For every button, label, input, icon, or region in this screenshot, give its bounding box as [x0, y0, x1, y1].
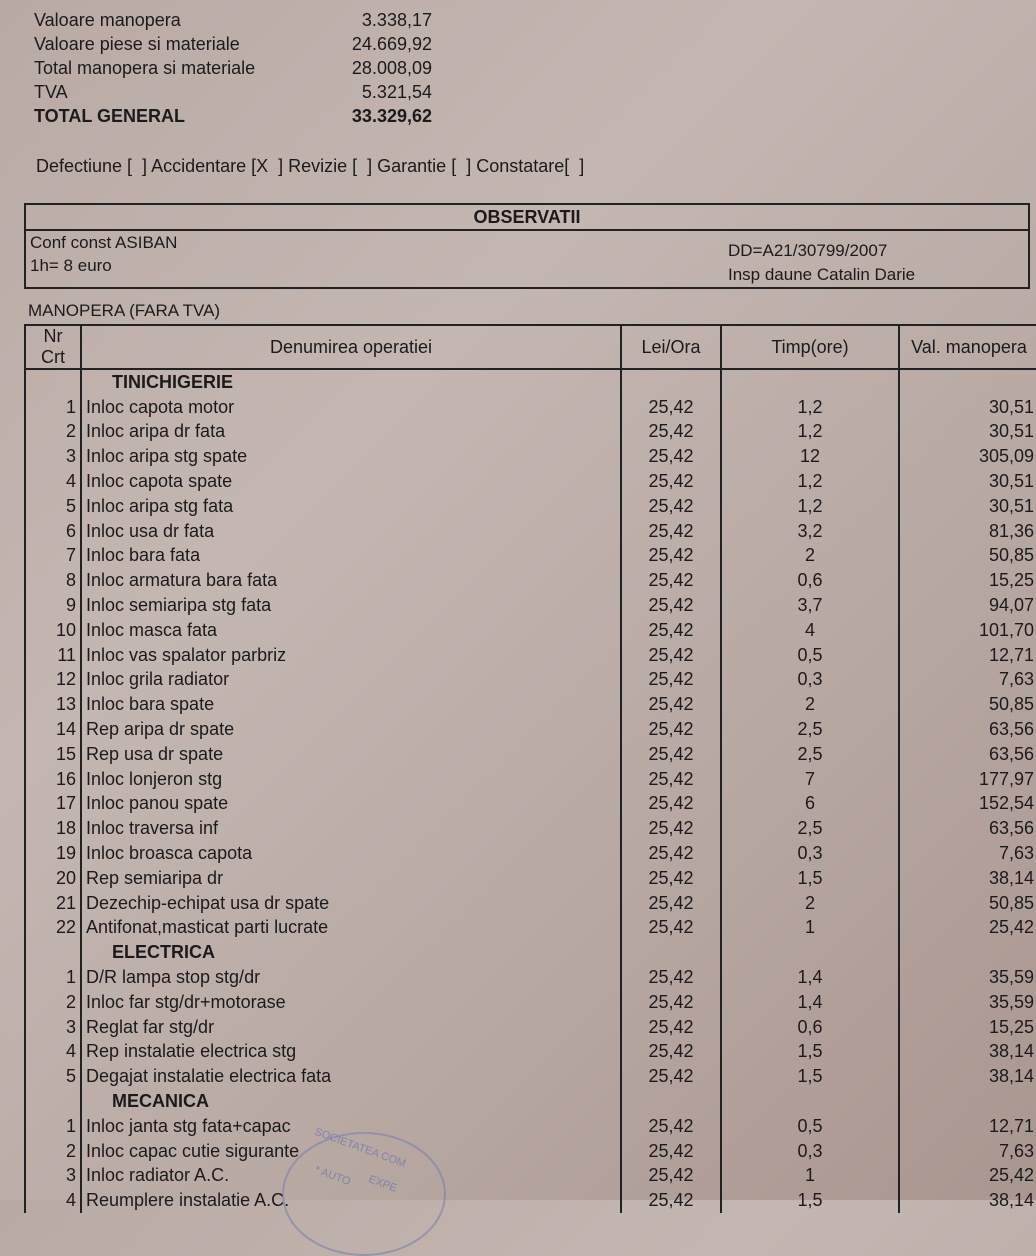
time-hours: 0,5: [721, 643, 899, 668]
operation-name: Inloc usa dr fata: [81, 519, 621, 544]
labor-value: 152,54: [899, 792, 1036, 817]
labor-value: 38,14: [899, 1064, 1036, 1089]
time-hours: 1,2: [721, 494, 899, 519]
time-hours: 1,5: [721, 866, 899, 891]
row-number: 16: [25, 767, 81, 792]
row-number: 8: [25, 568, 81, 593]
table-row: [25, 643, 1036, 668]
observatii-title: OBSERVATII: [26, 205, 1028, 231]
hourly-rate: 25,42: [621, 1064, 721, 1089]
table-row: [25, 965, 1036, 990]
operation-name: Inloc vas spalator parbriz: [81, 643, 621, 668]
time-hours: 4: [721, 618, 899, 643]
stamp-text-2: * AUTO: [313, 1164, 353, 1188]
totals-label: TOTAL GENERAL: [34, 105, 186, 126]
hourly-rate: 25,42: [621, 568, 721, 593]
hourly-rate: 25,42: [621, 643, 721, 668]
operation-name: Inloc grila radiator: [81, 668, 621, 693]
row-number: 14: [25, 717, 81, 742]
operations-table: [24, 324, 1036, 1213]
operation-name: Rep usa dr spate: [81, 742, 621, 767]
hourly-rate: 25,42: [621, 792, 721, 817]
section-row: [25, 940, 1036, 965]
operation-name: Inloc capota motor: [81, 395, 621, 420]
hourly-rate: 25,42: [621, 420, 721, 445]
labor-value: 12,71: [899, 643, 1036, 668]
observatii-left: [30, 231, 177, 277]
time-hours: 12: [721, 444, 899, 469]
time-hours: 2: [721, 692, 899, 717]
time-hours: 1,4: [721, 990, 899, 1015]
labor-value: 63,56: [899, 816, 1036, 841]
table-row: [25, 891, 1036, 916]
row-number: 21: [25, 891, 81, 916]
section-empty-cell: [621, 1089, 721, 1114]
section-empty-cell: [721, 369, 899, 395]
operation-name: Inloc aripa stg fata: [81, 494, 621, 519]
labor-value: 25,42: [899, 916, 1036, 941]
table-row: [25, 568, 1036, 593]
time-hours: 2,5: [721, 717, 899, 742]
operation-name: Inloc bara fata: [81, 544, 621, 569]
labor-value: 15,25: [899, 568, 1036, 593]
time-hours: 1,2: [721, 420, 899, 445]
hourly-rate: 25,42: [621, 494, 721, 519]
operation-name: Inloc capota spate: [81, 469, 621, 494]
section-empty-cell: [621, 369, 721, 395]
hourly-rate: 25,42: [621, 1164, 721, 1189]
observatii-right: [728, 239, 915, 287]
time-hours: 1,4: [721, 965, 899, 990]
hourly-rate: 25,42: [621, 395, 721, 420]
table-row: [25, 1114, 1036, 1139]
header-rate: Lei/Ora: [621, 325, 721, 369]
labor-value: 15,25: [899, 1015, 1036, 1040]
section-row: [25, 1089, 1036, 1114]
labor-value: 12,71: [899, 1114, 1036, 1139]
observatii-right-line1: DD=A21/30799/2007: [728, 241, 888, 260]
hourly-rate: 25,42: [621, 916, 721, 941]
section-title: ELECTRICA: [81, 940, 621, 965]
hourly-rate: 25,42: [621, 816, 721, 841]
time-hours: 1,5: [721, 1040, 899, 1065]
table-header-row: [25, 325, 1036, 369]
row-number: 2: [25, 1139, 81, 1164]
claim-type-checkboxes: Defectiune [ ] Accidentare [X ] Revizie [ ] Garantie [ ] Constatare[ ]: [36, 156, 585, 176]
row-number: 3: [25, 1015, 81, 1040]
labor-value: 30,51: [899, 395, 1036, 420]
labor-value: 38,14: [899, 1188, 1036, 1213]
totals-label: Valoare piese si materiale: [34, 33, 240, 54]
row-number: 10: [25, 618, 81, 643]
labor-value: 7,63: [899, 1139, 1036, 1164]
time-hours: 3,2: [721, 519, 899, 544]
hourly-rate: 25,42: [621, 1139, 721, 1164]
table-row: [25, 1040, 1036, 1065]
table-row: [25, 444, 1036, 469]
operation-name: Inloc far stg/dr+motorase: [81, 990, 621, 1015]
hourly-rate: 25,42: [621, 1188, 721, 1213]
labor-value: 50,85: [899, 891, 1036, 916]
labor-value: 25,42: [899, 1164, 1036, 1189]
company-stamp: [282, 1125, 446, 1256]
table-row: [25, 692, 1036, 717]
labor-value: 50,85: [899, 544, 1036, 569]
row-number: 1: [25, 1114, 81, 1139]
row-number: 19: [25, 841, 81, 866]
totals-value: 5.321,54: [361, 81, 432, 102]
table-row: [25, 816, 1036, 841]
table-row: [25, 767, 1036, 792]
totals-label: Total manopera si materiale: [34, 57, 256, 78]
observatii-right-line2: Insp daune Catalin Darie: [728, 265, 916, 284]
operation-name: Inloc semiaripa stg fata: [81, 593, 621, 618]
table-row: [25, 519, 1036, 544]
operation-name: Rep instalatie electrica stg: [81, 1040, 621, 1065]
labor-value: 63,56: [899, 717, 1036, 742]
time-hours: 0,5: [721, 1114, 899, 1139]
hourly-rate: 25,42: [621, 891, 721, 916]
totals-label: TVA: [34, 81, 68, 102]
section-empty-cell: [25, 369, 81, 395]
header-operation: Denumirea operatiei: [81, 325, 621, 369]
time-hours: 2: [721, 544, 899, 569]
labor-value: 38,14: [899, 866, 1036, 891]
operation-name: Dezechip-echipat usa dr spate: [81, 891, 621, 916]
totals-value: 33.329,62: [351, 105, 432, 126]
labor-value: 101,70: [899, 618, 1036, 643]
table-row: [25, 544, 1036, 569]
section-empty-cell: [621, 940, 721, 965]
hourly-rate: 25,42: [621, 841, 721, 866]
totals-row: [34, 56, 432, 80]
table-row: [25, 866, 1036, 891]
row-number: 13: [25, 692, 81, 717]
time-hours: 1,5: [721, 1064, 899, 1089]
totals-value: 28.008,09: [351, 57, 432, 78]
manopera-title: MANOPERA (FARA TVA): [28, 301, 221, 320]
section-row: [25, 369, 1036, 395]
labor-value: 94,07: [899, 593, 1036, 618]
time-hours: 0,6: [721, 1015, 899, 1040]
section-empty-cell: [899, 940, 1036, 965]
labor-value: 7,63: [899, 668, 1036, 693]
operation-name: Inloc panou spate: [81, 792, 621, 817]
operation-name: Inloc radiator A.C.: [81, 1164, 621, 1189]
operation-name: Inloc capac cutie sigurante: [81, 1139, 621, 1164]
observatii-left-line1: Conf const ASIBAN: [30, 233, 178, 252]
operation-name: Inloc traversa inf: [81, 816, 621, 841]
time-hours: 3,7: [721, 593, 899, 618]
operation-name: Inloc armatura bara fata: [81, 568, 621, 593]
operation-name: Inloc bara spate: [81, 692, 621, 717]
time-hours: 2: [721, 891, 899, 916]
operation-name: D/R lampa stop stg/dr: [81, 965, 621, 990]
hourly-rate: 25,42: [621, 692, 721, 717]
row-number: 4: [25, 1188, 81, 1213]
table-row: [25, 792, 1036, 817]
operation-name: Degajat instalatie electrica fata: [81, 1064, 621, 1089]
labor-value: 7,63: [899, 841, 1036, 866]
section-title: MECANICA: [81, 1089, 621, 1114]
operation-name: Antifonat,masticat parti lucrate: [81, 916, 621, 941]
totals-label: Valoare manopera: [34, 9, 181, 30]
hourly-rate: 25,42: [621, 990, 721, 1015]
totals-value: 3.338,17: [361, 9, 432, 30]
labor-value: 30,51: [899, 494, 1036, 519]
table-row: [25, 717, 1036, 742]
table-row: [25, 618, 1036, 643]
hourly-rate: 25,42: [621, 544, 721, 569]
hourly-rate: 25,42: [621, 717, 721, 742]
table-row: [25, 395, 1036, 420]
labor-value: 63,56: [899, 742, 1036, 767]
table-row: [25, 742, 1036, 767]
time-hours: 2,5: [721, 816, 899, 841]
totals-summary: [34, 8, 432, 128]
stamp-text-1: SOCIETATEA COM: [312, 1125, 408, 1171]
table-row: [25, 1064, 1036, 1089]
hourly-rate: 25,42: [621, 618, 721, 643]
time-hours: 1: [721, 1164, 899, 1189]
section-empty-cell: [25, 1089, 81, 1114]
totals-row: [34, 80, 432, 104]
hourly-rate: 25,42: [621, 866, 721, 891]
row-number: 5: [25, 1064, 81, 1089]
hourly-rate: 25,42: [621, 742, 721, 767]
section-empty-cell: [25, 940, 81, 965]
totals-value: 24.669,92: [351, 33, 432, 54]
stamp-text-3: EXPE: [366, 1173, 399, 1195]
labor-value: 35,59: [899, 965, 1036, 990]
section-empty-cell: [899, 1089, 1036, 1114]
operation-name: Inloc aripa stg spate: [81, 444, 621, 469]
row-number: 20: [25, 866, 81, 891]
section-empty-cell: [721, 940, 899, 965]
row-number: 12: [25, 668, 81, 693]
row-number: 5: [25, 494, 81, 519]
table-row: [25, 1139, 1036, 1164]
operation-name: Reumplere instalatie A.C.: [81, 1188, 621, 1213]
hourly-rate: 25,42: [621, 1114, 721, 1139]
labor-value: 30,51: [899, 420, 1036, 445]
hourly-rate: 25,42: [621, 593, 721, 618]
hourly-rate: 25,42: [621, 668, 721, 693]
row-number: 11: [25, 643, 81, 668]
hourly-rate: 25,42: [621, 1040, 721, 1065]
hourly-rate: 25,42: [621, 965, 721, 990]
time-hours: 1,5: [721, 1188, 899, 1213]
observatii-box: [24, 203, 1030, 289]
row-number: 1: [25, 965, 81, 990]
operation-name: Rep aripa dr spate: [81, 717, 621, 742]
section-title: TINICHIGERIE: [81, 369, 621, 395]
operation-name: Reglat far stg/dr: [81, 1015, 621, 1040]
row-number: 18: [25, 816, 81, 841]
operation-name: Inloc broasca capota: [81, 841, 621, 866]
table-row: [25, 593, 1036, 618]
labor-value: 35,59: [899, 990, 1036, 1015]
row-number: 2: [25, 990, 81, 1015]
row-number: 1: [25, 395, 81, 420]
row-number: 3: [25, 444, 81, 469]
table-row: [25, 668, 1036, 693]
time-hours: 6: [721, 792, 899, 817]
row-number: 4: [25, 469, 81, 494]
table-row: [25, 469, 1036, 494]
operation-name: Inloc masca fata: [81, 618, 621, 643]
time-hours: 7: [721, 767, 899, 792]
totals-row: [34, 104, 432, 128]
section-empty-cell: [899, 369, 1036, 395]
observatii-left-line2: 1h= 8 euro: [30, 256, 112, 275]
row-number: 22: [25, 916, 81, 941]
operation-name: Inloc lonjeron stg: [81, 767, 621, 792]
header-time: Timp(ore): [721, 325, 899, 369]
row-number: 17: [25, 792, 81, 817]
hourly-rate: 25,42: [621, 519, 721, 544]
time-hours: 0,3: [721, 841, 899, 866]
time-hours: 0,6: [721, 568, 899, 593]
table-row: [25, 916, 1036, 941]
header-value: Val. manopera: [899, 325, 1036, 369]
totals-row: [34, 8, 432, 32]
time-hours: 2,5: [721, 742, 899, 767]
operation-name: Inloc janta stg fata+capac: [81, 1114, 621, 1139]
row-number: 7: [25, 544, 81, 569]
row-number: 6: [25, 519, 81, 544]
table-row: [25, 494, 1036, 519]
time-hours: 0,3: [721, 668, 899, 693]
table-row: [25, 1164, 1036, 1189]
hourly-rate: 25,42: [621, 767, 721, 792]
table-row: [25, 1188, 1036, 1213]
table-row: [25, 420, 1036, 445]
operation-name: Inloc aripa dr fata: [81, 420, 621, 445]
time-hours: 1: [721, 916, 899, 941]
hourly-rate: 25,42: [621, 1015, 721, 1040]
labor-value: 177,97: [899, 767, 1036, 792]
table-row: [25, 841, 1036, 866]
labor-value: 305,09: [899, 444, 1036, 469]
hourly-rate: 25,42: [621, 444, 721, 469]
time-hours: 1,2: [721, 395, 899, 420]
row-number: 15: [25, 742, 81, 767]
row-number: 9: [25, 593, 81, 618]
labor-value: 50,85: [899, 692, 1036, 717]
table-row: [25, 1015, 1036, 1040]
header-nr-crt: Nr Crt: [25, 325, 81, 369]
row-number: 2: [25, 420, 81, 445]
operation-name: Rep semiaripa dr: [81, 866, 621, 891]
table-row: [25, 990, 1036, 1015]
labor-value: 30,51: [899, 469, 1036, 494]
section-empty-cell: [721, 1089, 899, 1114]
time-hours: 0,3: [721, 1139, 899, 1164]
hourly-rate: 25,42: [621, 469, 721, 494]
labor-value: 81,36: [899, 519, 1036, 544]
time-hours: 1,2: [721, 469, 899, 494]
row-number: 4: [25, 1040, 81, 1065]
labor-value: 38,14: [899, 1040, 1036, 1065]
totals-row: [34, 32, 432, 56]
row-number: 3: [25, 1164, 81, 1189]
